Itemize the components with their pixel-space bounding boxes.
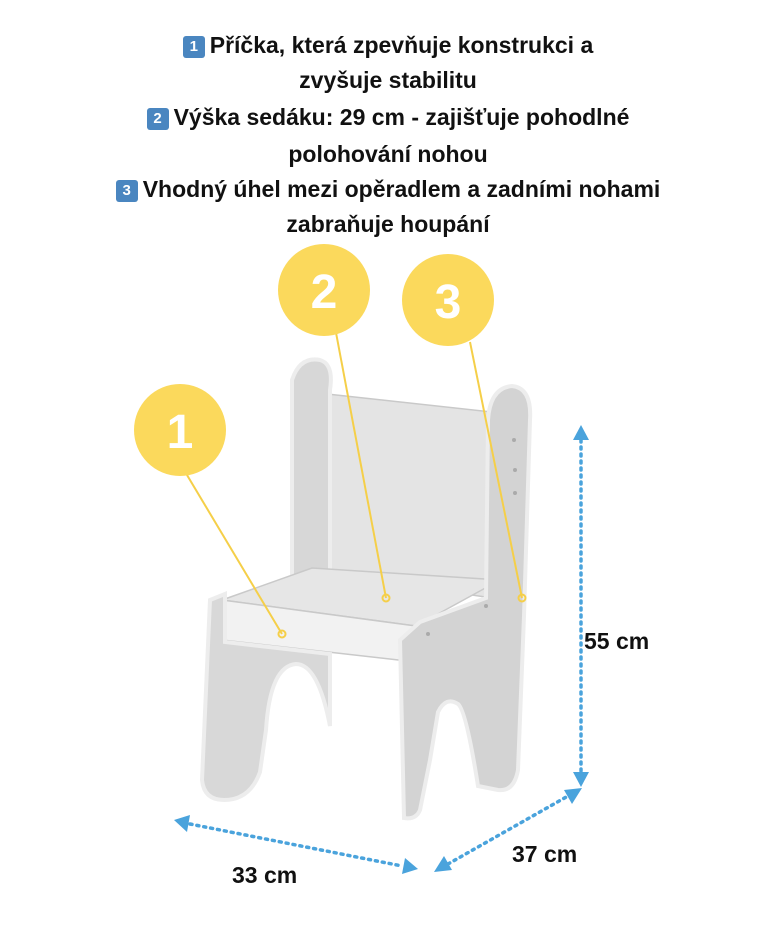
marker-3-number: 3	[434, 276, 462, 329]
badge-2-icon: 2	[147, 108, 169, 130]
feature-1-text: Příčka, která zpevňuje konstrukci a	[209, 32, 594, 58]
feature-1-line2: zvyšuje stabilitu	[299, 67, 477, 93]
chair-left-post	[292, 359, 331, 592]
screw-icon	[512, 438, 516, 442]
badge-3-icon: 3	[116, 180, 138, 202]
width-label: 33 cm	[232, 862, 298, 888]
screw-icon	[426, 632, 430, 636]
marker-2-number: 2	[310, 266, 338, 319]
screw-icon	[484, 604, 488, 608]
depth-label: 37 cm	[512, 841, 578, 867]
height-dimension-arrow-icon	[573, 425, 589, 787]
marker-1-number: 1	[166, 406, 194, 459]
badge-1-icon: 1	[183, 36, 205, 58]
feature-3-line2: zabraňuje houpání	[286, 211, 490, 237]
chair-backrest	[318, 393, 492, 598]
screw-icon	[513, 468, 517, 472]
feature-3-text: Vhodný úhel mezi opěradlem a zadními nohami	[142, 176, 661, 202]
screw-icon	[513, 491, 517, 495]
height-label: 55 cm	[584, 628, 650, 654]
feature-2-text: Výška sedáku: 29 cm - zajišťuje pohodlné	[173, 104, 630, 130]
feature-2-line2: polohování nohou	[288, 141, 488, 167]
